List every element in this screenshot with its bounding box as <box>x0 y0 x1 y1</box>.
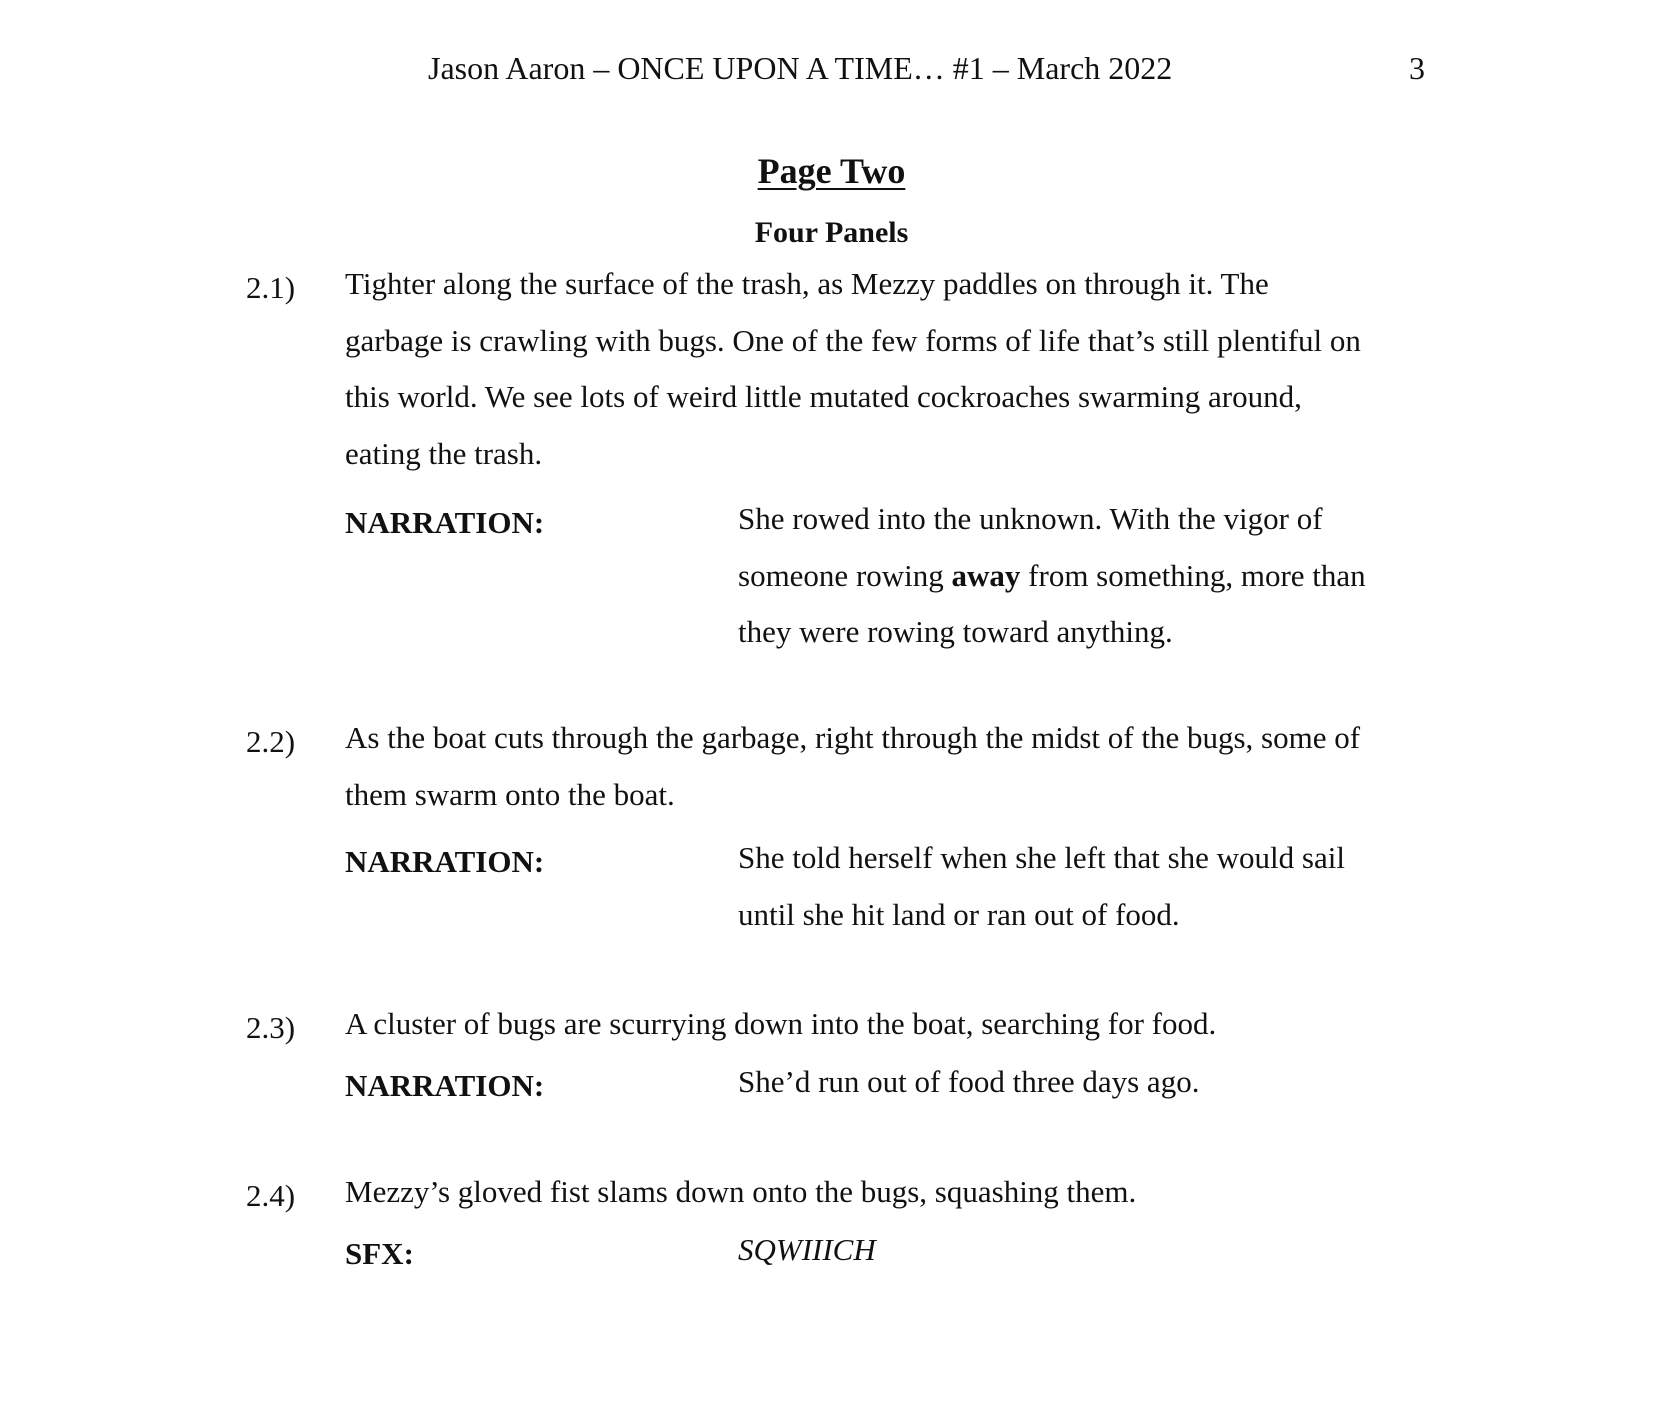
description-line: As the boat cuts through the garbage, right through the midst of the bugs, some of <box>345 720 1361 755</box>
page-heading: Page Two <box>757 151 906 191</box>
panel-description <box>345 710 1425 823</box>
panel-number: 2.2) <box>246 724 296 759</box>
dialogue-line <box>738 548 1438 605</box>
description-line: Tighter along the surface of the trash, as Mezzy paddles on through it. The <box>345 266 1269 301</box>
dialogue-segment: from something, more than <box>1020 557 1366 593</box>
description-line: this world. We see lots of weird little mutated cockroaches swarming around, <box>345 379 1302 414</box>
dialogue-line: She’d run out of food three days ago. <box>738 1064 1200 1099</box>
sfx-text <box>738 1222 1438 1279</box>
dialogue-line: until she hit land or ran out of food. <box>738 896 1180 932</box>
dialogue-text <box>738 1054 1438 1111</box>
dialogue-segment: someone rowing <box>738 557 952 593</box>
speaker-label: NARRATION: <box>345 844 545 879</box>
dialogue-line: they were rowing toward anything. <box>738 614 1173 649</box>
description-line: Mezzy’s gloved fist slams down onto the bugs, squashing them. <box>345 1174 1137 1209</box>
dialogue-line: She rowed into the unknown. With the vigor of <box>738 501 1323 536</box>
description-line: garbage is crawling with bugs. One of the few forms of life that’s still plentiful on <box>345 322 1361 358</box>
header-title: Jason Aaron – ONCE UPON A TIME… #1 – March 2022 <box>428 50 1173 86</box>
description-line: A cluster of bugs are scurrying down into the boat, searching for food. <box>345 1006 1217 1041</box>
page-number: 3 <box>1409 50 1425 86</box>
sfx-line: SQWIIICH <box>738 1232 876 1267</box>
panel-number: 2.3) <box>246 1010 296 1045</box>
dialogue-line: She told herself when she left that she would sail <box>738 840 1345 875</box>
speaker-label: NARRATION: <box>345 505 545 540</box>
panel-description <box>345 1164 1425 1221</box>
dialogue-text <box>738 491 1438 661</box>
panel-number: 2.4) <box>246 1178 296 1213</box>
speaker-label: SFX: <box>345 1236 414 1271</box>
speaker-label: NARRATION: <box>345 1068 545 1103</box>
dialogue-text <box>738 830 1438 943</box>
description-line: them swarm onto the boat. <box>345 776 675 812</box>
description-line: eating the trash. <box>345 435 543 471</box>
panel-count: Four Panels <box>754 216 909 249</box>
panel-description <box>345 996 1425 1053</box>
panel-description <box>345 256 1425 482</box>
emphasis-word: away <box>951 557 1021 593</box>
panel-number: 2.1) <box>246 270 296 305</box>
